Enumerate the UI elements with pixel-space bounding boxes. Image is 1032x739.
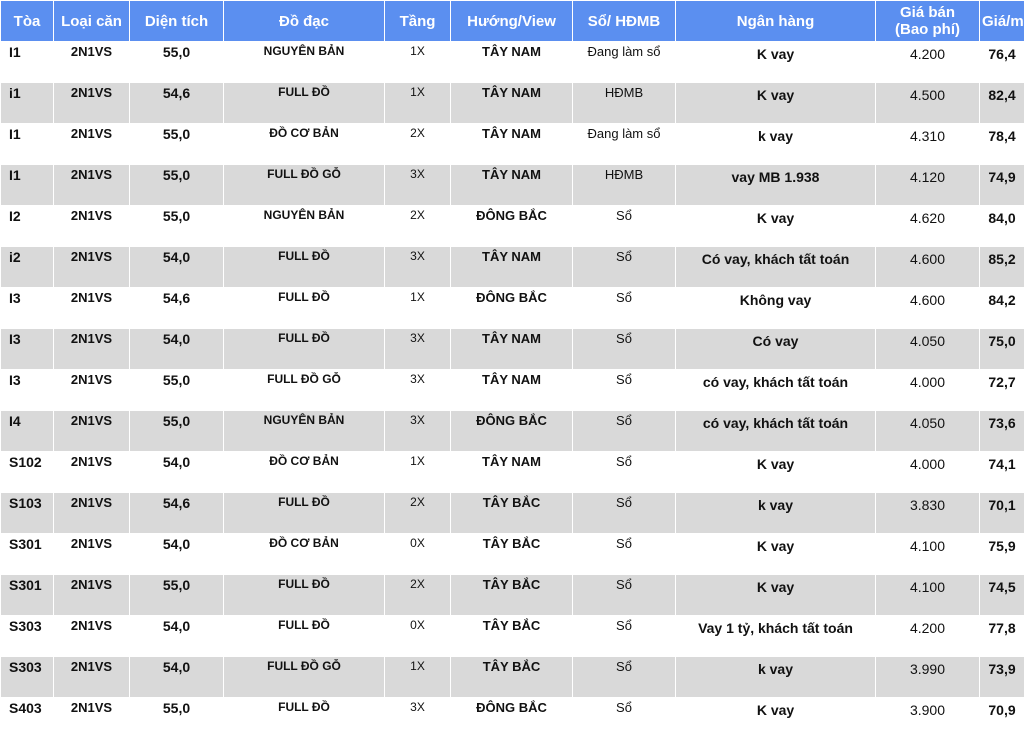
cell-toa: I2: [1, 206, 54, 247]
cell-loai-can: 2N1VS: [54, 657, 130, 698]
cell-dien-tich: 55,0: [130, 411, 224, 452]
cell-gia-m2: 84,2: [980, 288, 1025, 329]
cell-huong: TÂY BẮC: [451, 657, 573, 698]
cell-gia-m2: 75,9: [980, 534, 1025, 575]
cell-tang: 1X: [385, 288, 451, 329]
cell-do-dac: FULL ĐỒ GỖ: [224, 657, 385, 698]
cell-ngan-hang: k vay: [676, 493, 876, 534]
cell-loai-can: 2N1VS: [54, 411, 130, 452]
table-row: [1, 124, 1025, 165]
cell-loai-can: 2N1VS: [54, 370, 130, 411]
cell-huong: ĐÔNG BẮC: [451, 698, 573, 739]
cell-huong: TÂY NAM: [451, 247, 573, 288]
cell-do-dac: FULL ĐỒ: [224, 329, 385, 370]
cell-do-dac: NGUYÊN BẢN: [224, 411, 385, 452]
cell-gia-ban: 4.000: [876, 452, 980, 493]
cell-so-hdmb: Sổ: [573, 657, 676, 698]
table-row: [1, 657, 1025, 698]
col-header-so-hdmb: Sổ/ HĐMB: [573, 1, 676, 42]
cell-huong: TÂY NAM: [451, 83, 573, 124]
cell-huong: ĐÔNG BẮC: [451, 206, 573, 247]
cell-so-hdmb: HĐMB: [573, 165, 676, 206]
cell-so-hdmb: HĐMB: [573, 83, 676, 124]
table-row: [1, 42, 1025, 83]
cell-loai-can: 2N1VS: [54, 698, 130, 739]
cell-do-dac: FULL ĐỒ: [224, 616, 385, 657]
cell-do-dac: FULL ĐỒ GỖ: [224, 370, 385, 411]
cell-ngan-hang: K vay: [676, 206, 876, 247]
cell-tang: 2X: [385, 206, 451, 247]
cell-loai-can: 2N1VS: [54, 206, 130, 247]
table-row: [1, 698, 1025, 739]
col-header-loai-can: Loại căn: [54, 1, 130, 42]
cell-dien-tich: 54,0: [130, 616, 224, 657]
cell-dien-tich: 55,0: [130, 575, 224, 616]
cell-ngan-hang: vay MB 1.938: [676, 165, 876, 206]
table-row: [1, 411, 1025, 452]
cell-loai-can: 2N1VS: [54, 534, 130, 575]
cell-so-hdmb: Đang làm sổ: [573, 124, 676, 165]
cell-do-dac: FULL ĐỒ: [224, 247, 385, 288]
cell-gia-ban: 4.050: [876, 329, 980, 370]
cell-gia-ban: 4.500: [876, 83, 980, 124]
cell-so-hdmb: Sổ: [573, 452, 676, 493]
cell-gia-ban: 4.100: [876, 534, 980, 575]
cell-dien-tich: 55,0: [130, 698, 224, 739]
cell-gia-ban: 4.620: [876, 206, 980, 247]
cell-do-dac: FULL ĐỒ: [224, 288, 385, 329]
table-row: [1, 575, 1025, 616]
table-row: [1, 83, 1025, 124]
cell-ngan-hang: Có vay: [676, 329, 876, 370]
cell-tang: 0X: [385, 616, 451, 657]
col-header-tang: Tầng: [385, 1, 451, 42]
table-row: [1, 329, 1025, 370]
cell-do-dac: FULL ĐỒ: [224, 83, 385, 124]
table-row: [1, 616, 1025, 657]
col-header-huong: Hướng/View: [451, 1, 573, 42]
cell-tang: 2X: [385, 575, 451, 616]
col-header-gia-ban-line1: Giá bán: [899, 4, 955, 21]
cell-do-dac: FULL ĐỒ: [224, 698, 385, 739]
table-row: [1, 452, 1025, 493]
cell-do-dac: FULL ĐỒ: [224, 575, 385, 616]
cell-loai-can: 2N1VS: [54, 616, 130, 657]
cell-gia-ban: 3.990: [876, 657, 980, 698]
cell-dien-tich: 55,0: [130, 124, 224, 165]
cell-dien-tich: 55,0: [130, 370, 224, 411]
cell-dien-tich: 54,0: [130, 657, 224, 698]
cell-toa: I3: [1, 288, 54, 329]
cell-gia-m2: 73,9: [980, 657, 1025, 698]
cell-gia-m2: 82,4: [980, 83, 1025, 124]
cell-tang: 1X: [385, 83, 451, 124]
cell-gia-ban: 4.600: [876, 288, 980, 329]
col-header-ngan-hang: Ngân hàng: [676, 1, 876, 42]
cell-so-hdmb: Sổ: [573, 616, 676, 657]
cell-loai-can: 2N1VS: [54, 452, 130, 493]
cell-dien-tich: 54,6: [130, 493, 224, 534]
cell-huong: TÂY BẮC: [451, 616, 573, 657]
cell-so-hdmb: Sổ: [573, 370, 676, 411]
cell-huong: TÂY BẮC: [451, 575, 573, 616]
cell-dien-tich: 55,0: [130, 42, 224, 83]
cell-huong: TÂY NAM: [451, 329, 573, 370]
cell-toa: i1: [1, 83, 54, 124]
cell-so-hdmb: Sổ: [573, 206, 676, 247]
cell-gia-ban: 4.600: [876, 247, 980, 288]
cell-ngan-hang: Có vay, khách tất toán: [676, 247, 876, 288]
cell-ngan-hang: K vay: [676, 42, 876, 83]
cell-toa: S403: [1, 698, 54, 739]
col-header-dien-tich: Diện tích: [130, 1, 224, 42]
cell-tang: 1X: [385, 657, 451, 698]
cell-gia-ban: 4.050: [876, 411, 980, 452]
cell-gia-m2: 72,7: [980, 370, 1025, 411]
cell-do-dac: FULL ĐỒ GỖ: [224, 165, 385, 206]
cell-dien-tich: 55,0: [130, 165, 224, 206]
cell-huong: TÂY BẮC: [451, 493, 573, 534]
cell-do-dac: NGUYÊN BẢN: [224, 42, 385, 83]
cell-so-hdmb: Sổ: [573, 247, 676, 288]
cell-ngan-hang: có vay, khách tất toán: [676, 370, 876, 411]
cell-gia-m2: 75,0: [980, 329, 1025, 370]
cell-toa: S303: [1, 657, 54, 698]
cell-ngan-hang: có vay, khách tất toán: [676, 411, 876, 452]
cell-huong: TÂY NAM: [451, 452, 573, 493]
cell-dien-tich: 54,6: [130, 288, 224, 329]
cell-huong: TÂY BẮC: [451, 534, 573, 575]
cell-toa: I1: [1, 165, 54, 206]
cell-tang: 1X: [385, 452, 451, 493]
col-header-gia-ban: [876, 1, 980, 42]
cell-gia-m2: 78,4: [980, 124, 1025, 165]
cell-gia-m2: 74,5: [980, 575, 1025, 616]
cell-tang: 3X: [385, 329, 451, 370]
cell-ngan-hang: Vay 1 tỷ, khách tất toán: [676, 616, 876, 657]
table-row: [1, 247, 1025, 288]
cell-dien-tich: 54,0: [130, 452, 224, 493]
cell-dien-tich: 54,0: [130, 247, 224, 288]
cell-do-dac: ĐỒ CƠ BẢN: [224, 124, 385, 165]
cell-gia-m2: 73,6: [980, 411, 1025, 452]
cell-gia-m2: 76,4: [980, 42, 1025, 83]
cell-dien-tich: 54,0: [130, 329, 224, 370]
cell-so-hdmb: Sổ: [573, 534, 676, 575]
cell-toa: I1: [1, 42, 54, 83]
cell-ngan-hang: Không vay: [676, 288, 876, 329]
cell-ngan-hang: k vay: [676, 124, 876, 165]
cell-dien-tich: 55,0: [130, 206, 224, 247]
cell-gia-ban: 4.100: [876, 575, 980, 616]
cell-loai-can: 2N1VS: [54, 575, 130, 616]
table-body: [1, 42, 1025, 739]
cell-gia-ban: 4.120: [876, 165, 980, 206]
cell-huong: ĐÔNG BẮC: [451, 411, 573, 452]
cell-ngan-hang: K vay: [676, 575, 876, 616]
col-header-do-dac: Đồ đạc: [224, 1, 385, 42]
cell-gia-m2: 74,9: [980, 165, 1025, 206]
table-row: [1, 288, 1025, 329]
table-row: [1, 165, 1025, 206]
cell-ngan-hang: K vay: [676, 83, 876, 124]
cell-tang: 3X: [385, 370, 451, 411]
cell-huong: ĐÔNG BẮC: [451, 288, 573, 329]
cell-tang: 2X: [385, 493, 451, 534]
cell-gia-m2: 77,8: [980, 616, 1025, 657]
cell-toa: S301: [1, 575, 54, 616]
cell-gia-ban: 3.830: [876, 493, 980, 534]
cell-huong: TÂY NAM: [451, 42, 573, 83]
cell-loai-can: 2N1VS: [54, 83, 130, 124]
table-row: [1, 206, 1025, 247]
cell-tang: 0X: [385, 534, 451, 575]
cell-do-dac: NGUYÊN BẢN: [224, 206, 385, 247]
cell-tang: 2X: [385, 124, 451, 165]
cell-so-hdmb: Sổ: [573, 575, 676, 616]
cell-loai-can: 2N1VS: [54, 493, 130, 534]
cell-gia-m2: 70,1: [980, 493, 1025, 534]
cell-so-hdmb: Sổ: [573, 329, 676, 370]
cell-toa: I3: [1, 329, 54, 370]
cell-gia-ban: 4.310: [876, 124, 980, 165]
cell-tang: 3X: [385, 698, 451, 739]
cell-so-hdmb: Sổ: [573, 698, 676, 739]
table-row: [1, 370, 1025, 411]
cell-do-dac: FULL ĐỒ: [224, 493, 385, 534]
cell-so-hdmb: Sổ: [573, 493, 676, 534]
cell-loai-can: 2N1VS: [54, 124, 130, 165]
cell-toa: I4: [1, 411, 54, 452]
header-row: [1, 1, 1025, 42]
cell-toa: S303: [1, 616, 54, 657]
cell-toa: S103: [1, 493, 54, 534]
cell-do-dac: ĐỒ CƠ BẢN: [224, 534, 385, 575]
cell-tang: 3X: [385, 165, 451, 206]
cell-huong: TÂY NAM: [451, 165, 573, 206]
cell-ngan-hang: K vay: [676, 534, 876, 575]
cell-gia-ban: 4.200: [876, 42, 980, 83]
cell-huong: TÂY NAM: [451, 124, 573, 165]
cell-gia-ban: 4.200: [876, 616, 980, 657]
cell-tang: 3X: [385, 411, 451, 452]
cell-so-hdmb: Sổ: [573, 411, 676, 452]
cell-tang: 3X: [385, 247, 451, 288]
cell-gia-m2: 84,0: [980, 206, 1025, 247]
col-header-gia-ban-line2: (Bao phí): [895, 21, 960, 38]
col-header-toa: Tòa: [1, 1, 54, 42]
cell-loai-can: 2N1VS: [54, 329, 130, 370]
cell-gia-ban: 3.900: [876, 698, 980, 739]
cell-loai-can: 2N1VS: [54, 247, 130, 288]
table-row: [1, 493, 1025, 534]
cell-tang: 1X: [385, 42, 451, 83]
cell-toa: I3: [1, 370, 54, 411]
cell-dien-tich: 54,0: [130, 534, 224, 575]
cell-so-hdmb: Sổ: [573, 288, 676, 329]
cell-huong: TÂY NAM: [451, 370, 573, 411]
table-row: [1, 534, 1025, 575]
cell-ngan-hang: k vay: [676, 657, 876, 698]
cell-gia-m2: 85,2: [980, 247, 1025, 288]
cell-toa: S102: [1, 452, 54, 493]
cell-gia-m2: 70,9: [980, 698, 1025, 739]
cell-so-hdmb: Đang làm sổ: [573, 42, 676, 83]
cell-toa: I1: [1, 124, 54, 165]
cell-gia-ban: 4.000: [876, 370, 980, 411]
cell-toa: S301: [1, 534, 54, 575]
cell-loai-can: 2N1VS: [54, 288, 130, 329]
cell-loai-can: 2N1VS: [54, 165, 130, 206]
cell-gia-m2: 74,1: [980, 452, 1025, 493]
cell-dien-tich: 54,6: [130, 83, 224, 124]
cell-do-dac: ĐỒ CƠ BẢN: [224, 452, 385, 493]
cell-toa: i2: [1, 247, 54, 288]
cell-ngan-hang: K vay: [676, 698, 876, 739]
cell-loai-can: 2N1VS: [54, 42, 130, 83]
col-header-gia-m2: Giá/m2: [980, 1, 1025, 42]
cell-ngan-hang: K vay: [676, 452, 876, 493]
